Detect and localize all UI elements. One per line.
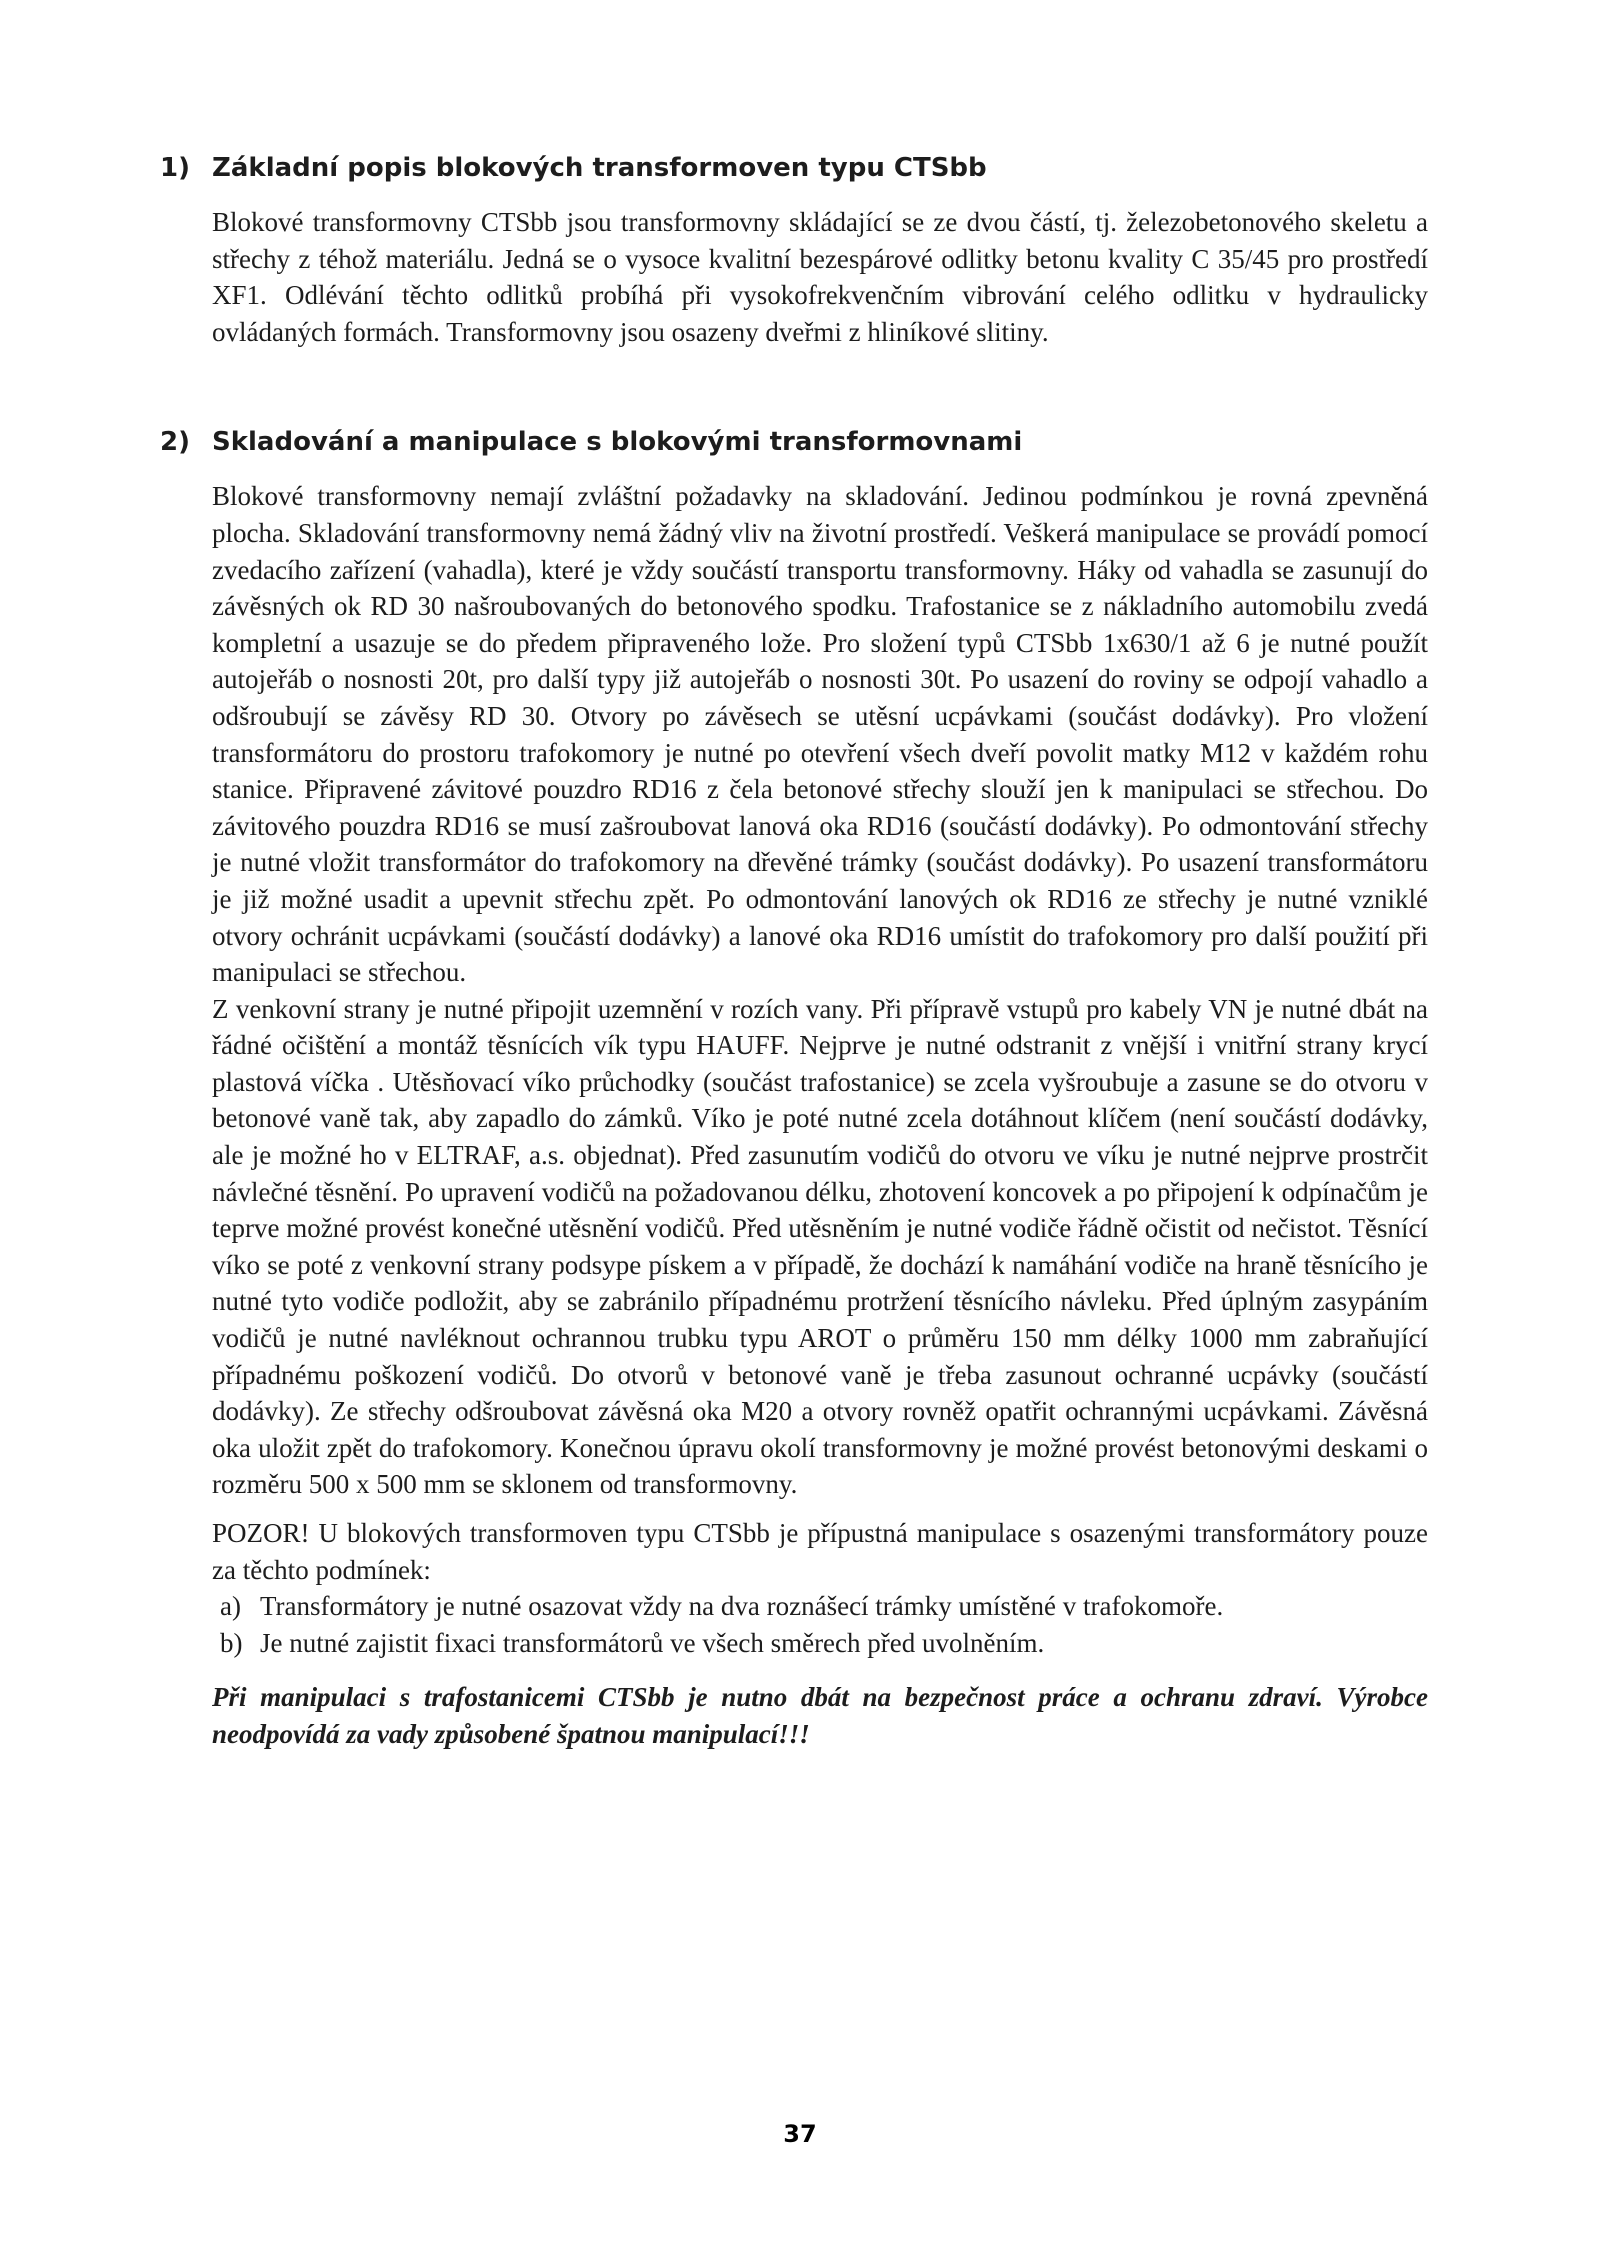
list-item-marker: b) <box>220 1627 243 1658</box>
paragraph-gap <box>212 1503 1428 1515</box>
section-1-heading <box>160 150 1428 186</box>
section-2-paragraph-3: POZOR! U blokových transformoven typu CTSbb je přípustná manipulace s osazenými transformátory pouze za těchto podmínek: <box>212 1518 1428 1585</box>
section-1-body <box>212 204 1428 350</box>
page-number: 37 <box>783 2120 817 2148</box>
section-2-title: Skladování a manipulace s blokovými transformovnami <box>212 427 1023 458</box>
section-1-title: Základní popis blokových transformoven typu CTSbb <box>212 153 987 183</box>
section-2-heading <box>160 424 1428 460</box>
list-item-text: Je nutné zajistit fixaci transformátorů ve všech směrech před uvolněním. <box>260 1627 1045 1658</box>
list-item-text: Transformátory je nutné osazovat vždy na dva roznášecí trámky umístěné v trafokomoře. <box>260 1591 1224 1622</box>
list-item <box>220 1625 1428 1662</box>
section-1 <box>160 150 1428 350</box>
conditions-list <box>220 1588 1428 1661</box>
safety-warning: Při manipulaci s trafostanicemi CTSbb je nutno dbát na bezpečnost práce a ochranu zdraví. Výrobce neodpovídá za vady způsobené špatnou manipulací!!! <box>212 1682 1428 1749</box>
section-2-body <box>212 478 1428 1752</box>
list-item <box>220 1588 1428 1625</box>
section-2-paragraph-2: Z venkovní strany je nutné připojit uzemnění v rozích vany. Při přípravě vstupů pro kabely VN je nutné dbát na řádné očištění a montáž těsnících vík typu HAUFF. Nejprve je nutné odstranit z vnější i vnitřní strany krycí plastová víčka . Utěsňovací víko průchodky (součást trafostanice) se zcela vyšroubuje a zasune se do otvoru v betonové vaně tak, aby zapadlo do zámků. Víko je poté nutné zcela dotáhnout klíčem (není součástí dodávky, ale je možné ho v ELTRAF, a.s. objednat). Před zasunutím vodičů do otvoru ve víku je nutné nejprve prostrčit návlečné těsnění. Po upravení vodičů na požadovanou délku, zhotovení koncovek a po připojení k odpínačům je teprve možné provést konečné utěsnění vodičů. Před utěsněním je nutné vodiče řádně očistit od nečistot. Těsnící víko se poté z venkovní strany podsype pískem a v případě, že dochází k namáhání vodiče na hraně těsnícího je nutné tyto vodiče podložit, aby se zabránilo případnému protržení těsnícího návleku. Před úplným zasypáním vodičů je nutné navléknout ochrannou trubku typu AROT o průměru 150 mm délky 1000 mm zabraňující případnému poškození vodičů. Do otvorů v betonové vaně je třeba zasunout ochranné ucpávky (součástí dodávky). Ze střechy odšroubovat závěsná oka M20 a otvory rovněž opatřit ochrannými ucpávkami. Závěsná oka uložit zpět do trafokomory. Konečnou úpravu okolí transformovny je možné provést betonovými deskami o rozměru 500 x 500 mm se sklonem od transformovny. <box>212 993 1428 1500</box>
section-1-number: 1) <box>160 153 190 183</box>
list-item-marker: a) <box>220 1591 241 1622</box>
section-2 <box>160 424 1428 1752</box>
section-1-paragraph: Blokové transformovny CTSbb jsou transformovny skládající se ze dvou částí, tj. železobetonového skeletu a střechy z téhož materiálu. Jedná se o vysoce kvalitní bezespárové odlitky betonu kvality C 35/45 pro prostředí XF1. Odlévání těchto odlitků probíhá při vysokofrekvenčním vibrování celého odlitku v hydraulicky ovládaných formách. Transformovny jsou osazeny dveřmi z hliníkové slitiny. <box>212 207 1428 347</box>
section-2-number: 2) <box>160 427 190 458</box>
section-2-paragraph-1: Blokové transformovny nemají zvláštní požadavky na skladování. Jedinou podmínkou je rovná zpevněná plocha. Skladování transformovny nemá žádný vliv na životní prostředí. Veškerá manipulace se provádí pomocí zvedacího zařízení (vahadla), které je vždy součástí transportu transformovny. Háky od vahadla se zasunují do závěsných ok RD 30 našroubovaných do betonového spodku. Trafostanice se z nákladního automobilu zvedá kompletní a usazuje se do předem připraveného lože. Pro složení typů CTSbb 1x630/1 až 6 je nutné použít autojeřáb o nosnosti 20t, pro další typy již autojeřáb o nosnosti 30t. Po usazení do roviny se odpojí vahadlo a odšroubují se závěsy RD 30. Otvory po závěsech se utěsní ucpávkami (součást dodávky). Pro vložení transformátoru do prostoru trafokomory je nutné po otevření všech dveří povolit matky M12 v každém rohu stanice. Připravené závitové pouzdro RD16 z čela betonové střechy slouží jen k manipulaci se střechou. Do závitového pouzdra RD16 se musí zašroubovat lanová oka RD16 (součástí dodávky). Po odmontování střechy je nutné vložit transformátor do trafokomory na dřevěné trámky (součást dodávky). Po usazení transformátoru je již možné usadit a upevnit střechu zpět. Po odmontování lanových ok RD16 ze střechy je nutné vzniklé otvory ochránit ucpávkami (součástí dodávky) a lanové oka RD16 umístit do trafokomory pro další použití při manipulaci se střechou. <box>212 481 1428 988</box>
